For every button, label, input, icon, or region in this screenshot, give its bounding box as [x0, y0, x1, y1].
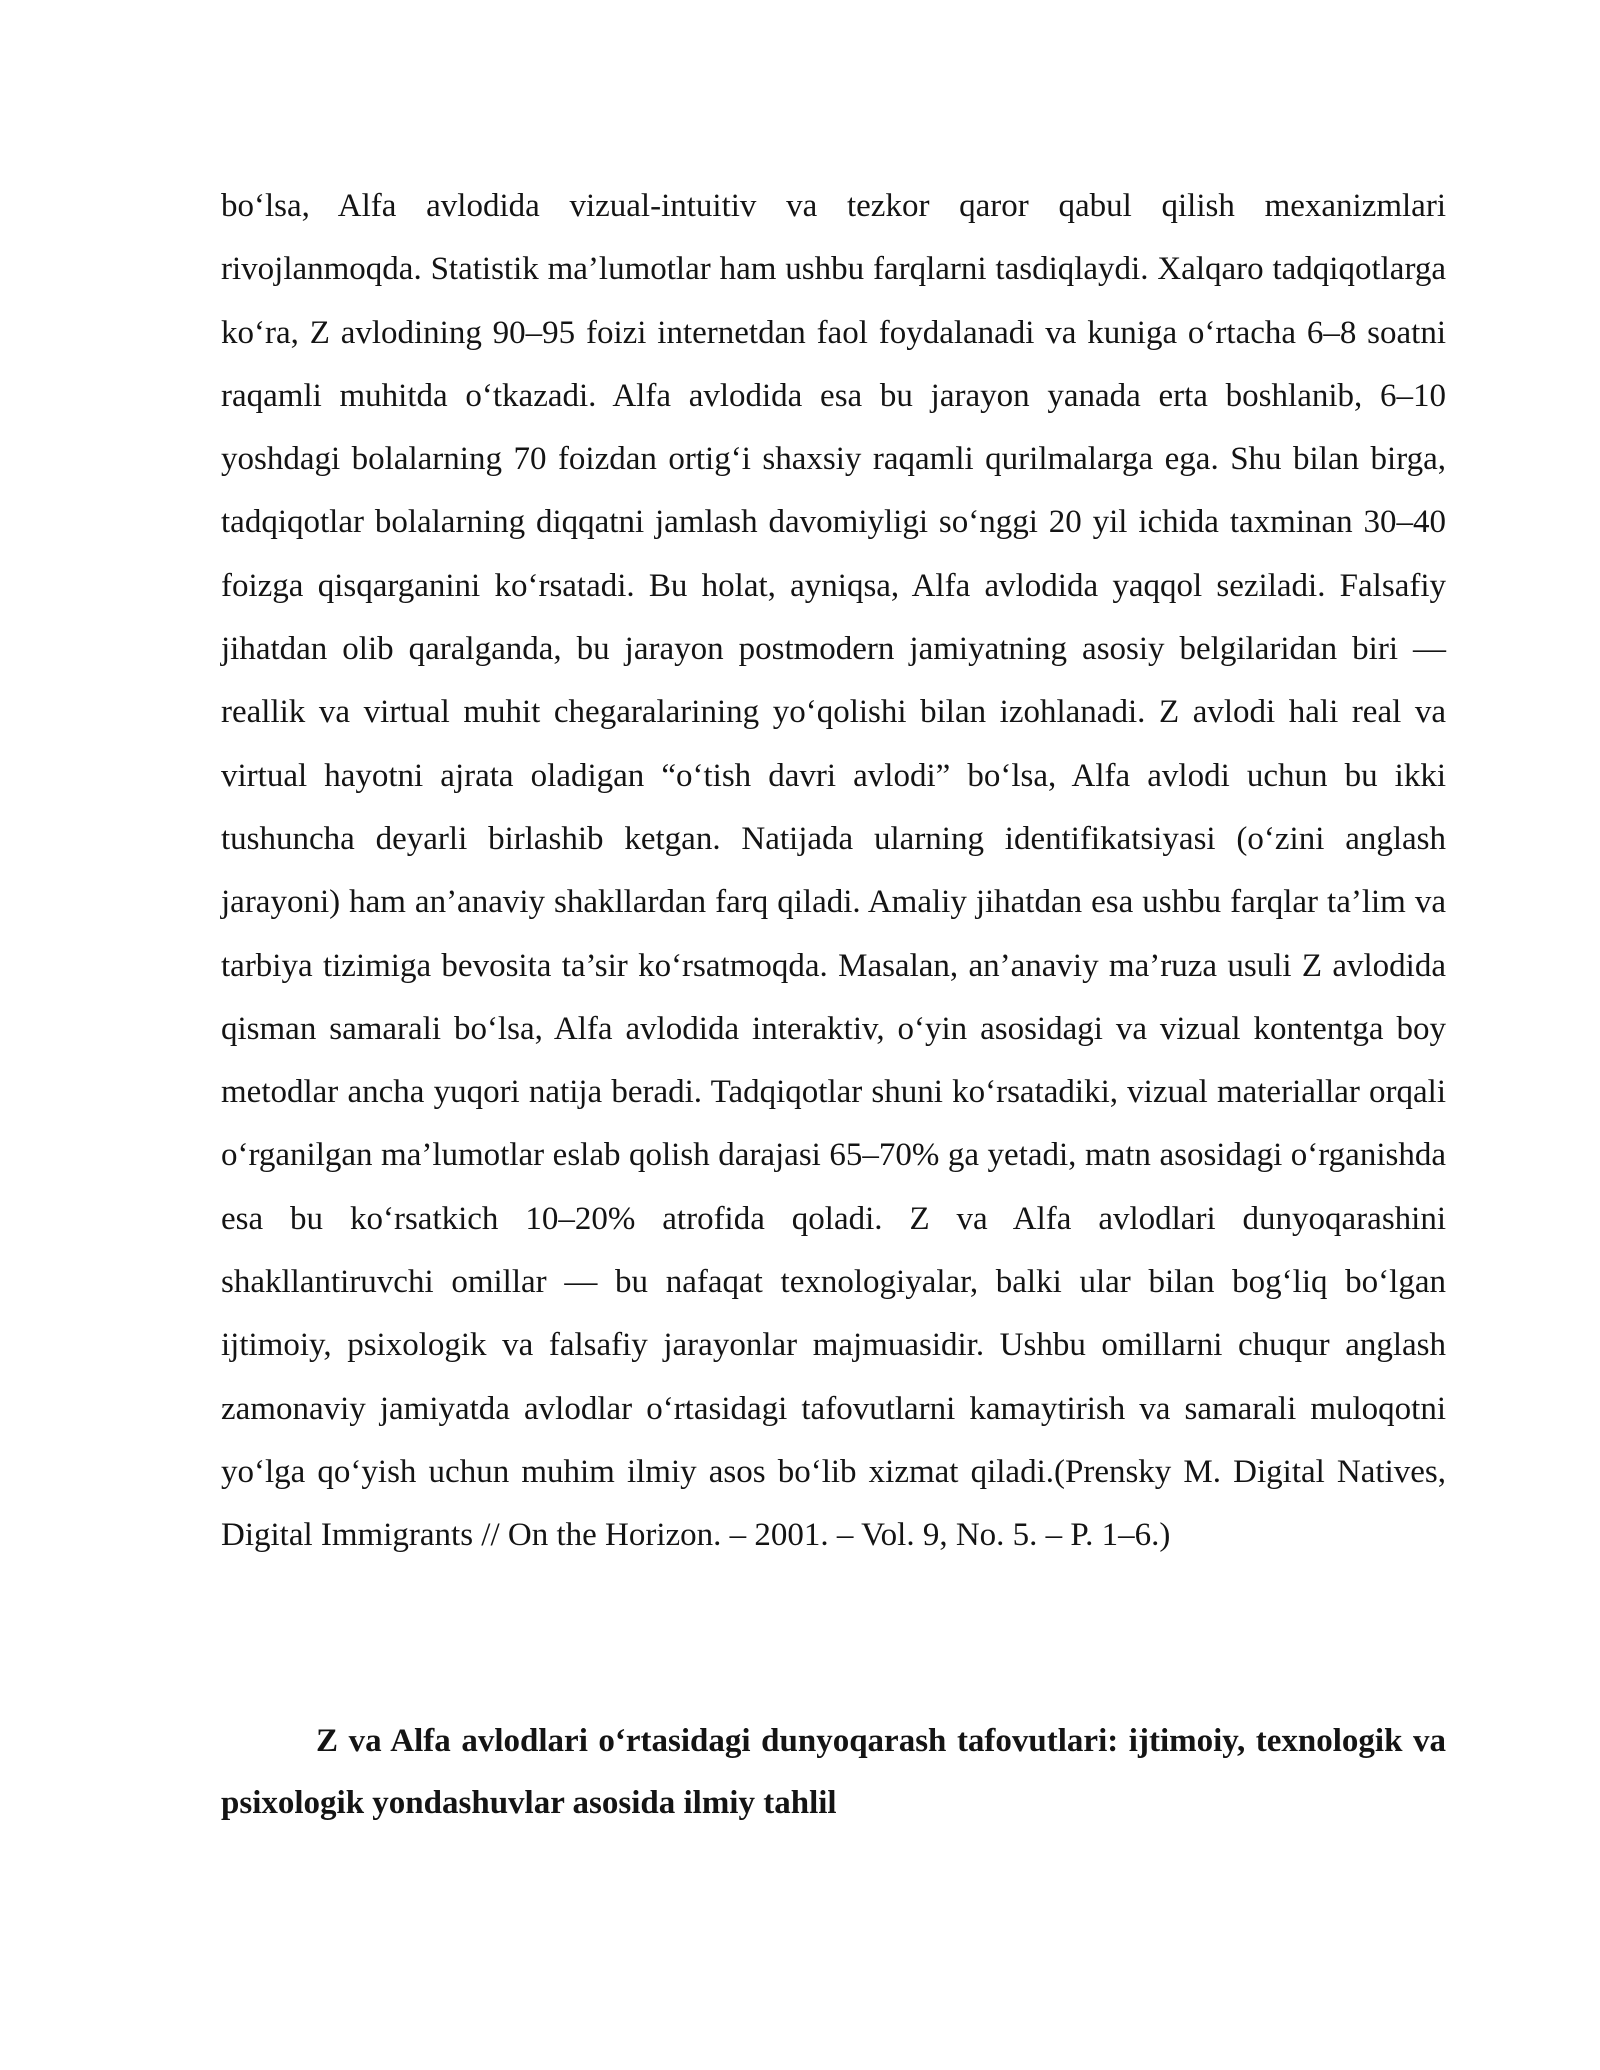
section-heading: Z va Alfa avlodlari o‘rtasidagi dunyoqarash tafovutlari: ijtimoiy, texnologik va psixologik yondashuvlar asosida ilmiy tahlil [221, 1723, 1446, 1821]
body-paragraph: bo‘lsa, Alfa avlodida vizual-intuitiv va tezkor qaror qabul qilish mexanizmlari rivojlanmoqda. Statistik ma’lumotlar ham ushbu farqlarni tasdiqlaydi. Xalqaro tadqiqotlarga ko‘ra, Z avlodining 90–95 foizi internetdan faol foydalanadi va kuniga o‘rtacha 6–8 soatni raqamli muhitda o‘tkazadi. Alfa avlodida esa bu jarayon yanada erta boshlanib, 6–10 yoshdagi bolalarning 70 foizdan ortig‘i shaxsiy raqamli qurilmalarga ega. Shu bilan birga, tadqiqotlar bolalarning diqqatni jamlash davomiyligi so‘nggi 20 yil ichida taxminan 30–40 foizga qisqarganini ko‘rsatadi. Bu holat, ayniqsa, Alfa avlodida yaqqol seziladi. Falsafiy jihatdan olib qaralganda, bu jarayon postmodern jamiyatning asosiy belgilaridan biri — reallik va virtual muhit chegaralarining yo‘qolishi bilan izohlanadi. Z avlodi hali real va virtual hayotni ajrata oladigan “o‘tish davri avlodi” bo‘lsa, Alfa avlodi uchun bu ikki tushuncha deyarli birlashib ketgan. Natijada ularning identifikatsiyasi (o‘zini anglash jarayoni) ham an’anaviy shakllardan farq qiladi. Amaliy jihatdan esa ushbu farqlar ta’lim va tarbiya tizimiga bevosita ta’sir ko‘rsatmoqda. Masalan, an’anaviy ma’ruza usuli Z avlodida qisman samarali bo‘lsa, Alfa avlodida interaktiv, o‘yin asosidagi va vizual kontentga boy metodlar ancha yuqori natija beradi. Tadqiqotlar shuni ko‘rsatadiki, vizual materiallar orqali o‘rganilgan ma’lumotlar eslab qolish darajasi 65–70% ga yetadi, matn asosidagi o‘rganishda esa bu ko‘rsatkich 10–20% atrofida qoladi. Z va Alfa avlodlari dunyoqarashini shakllantiruvchi omillar — bu nafaqat texnologiyalar, balki ular bilan bog‘liq bo‘lgan ijtimoiy, psixologik va falsafiy jarayonlar majmuasidir. Ushbu omillarni chuqur anglash zamonaviy jamiyatda avlodlar o‘rtasidagi tafovutlarni kamaytirish va samarali muloqotni yo‘lga qo‘yish uchun muhim ilmiy asos bo‘lib xizmat qiladi.(Prensky M. Digital Natives, Digital Immigrants // On the Horizon. – 2001. – Vol. 9, No. 5. – P. 1–6.) [221, 188, 1446, 1554]
